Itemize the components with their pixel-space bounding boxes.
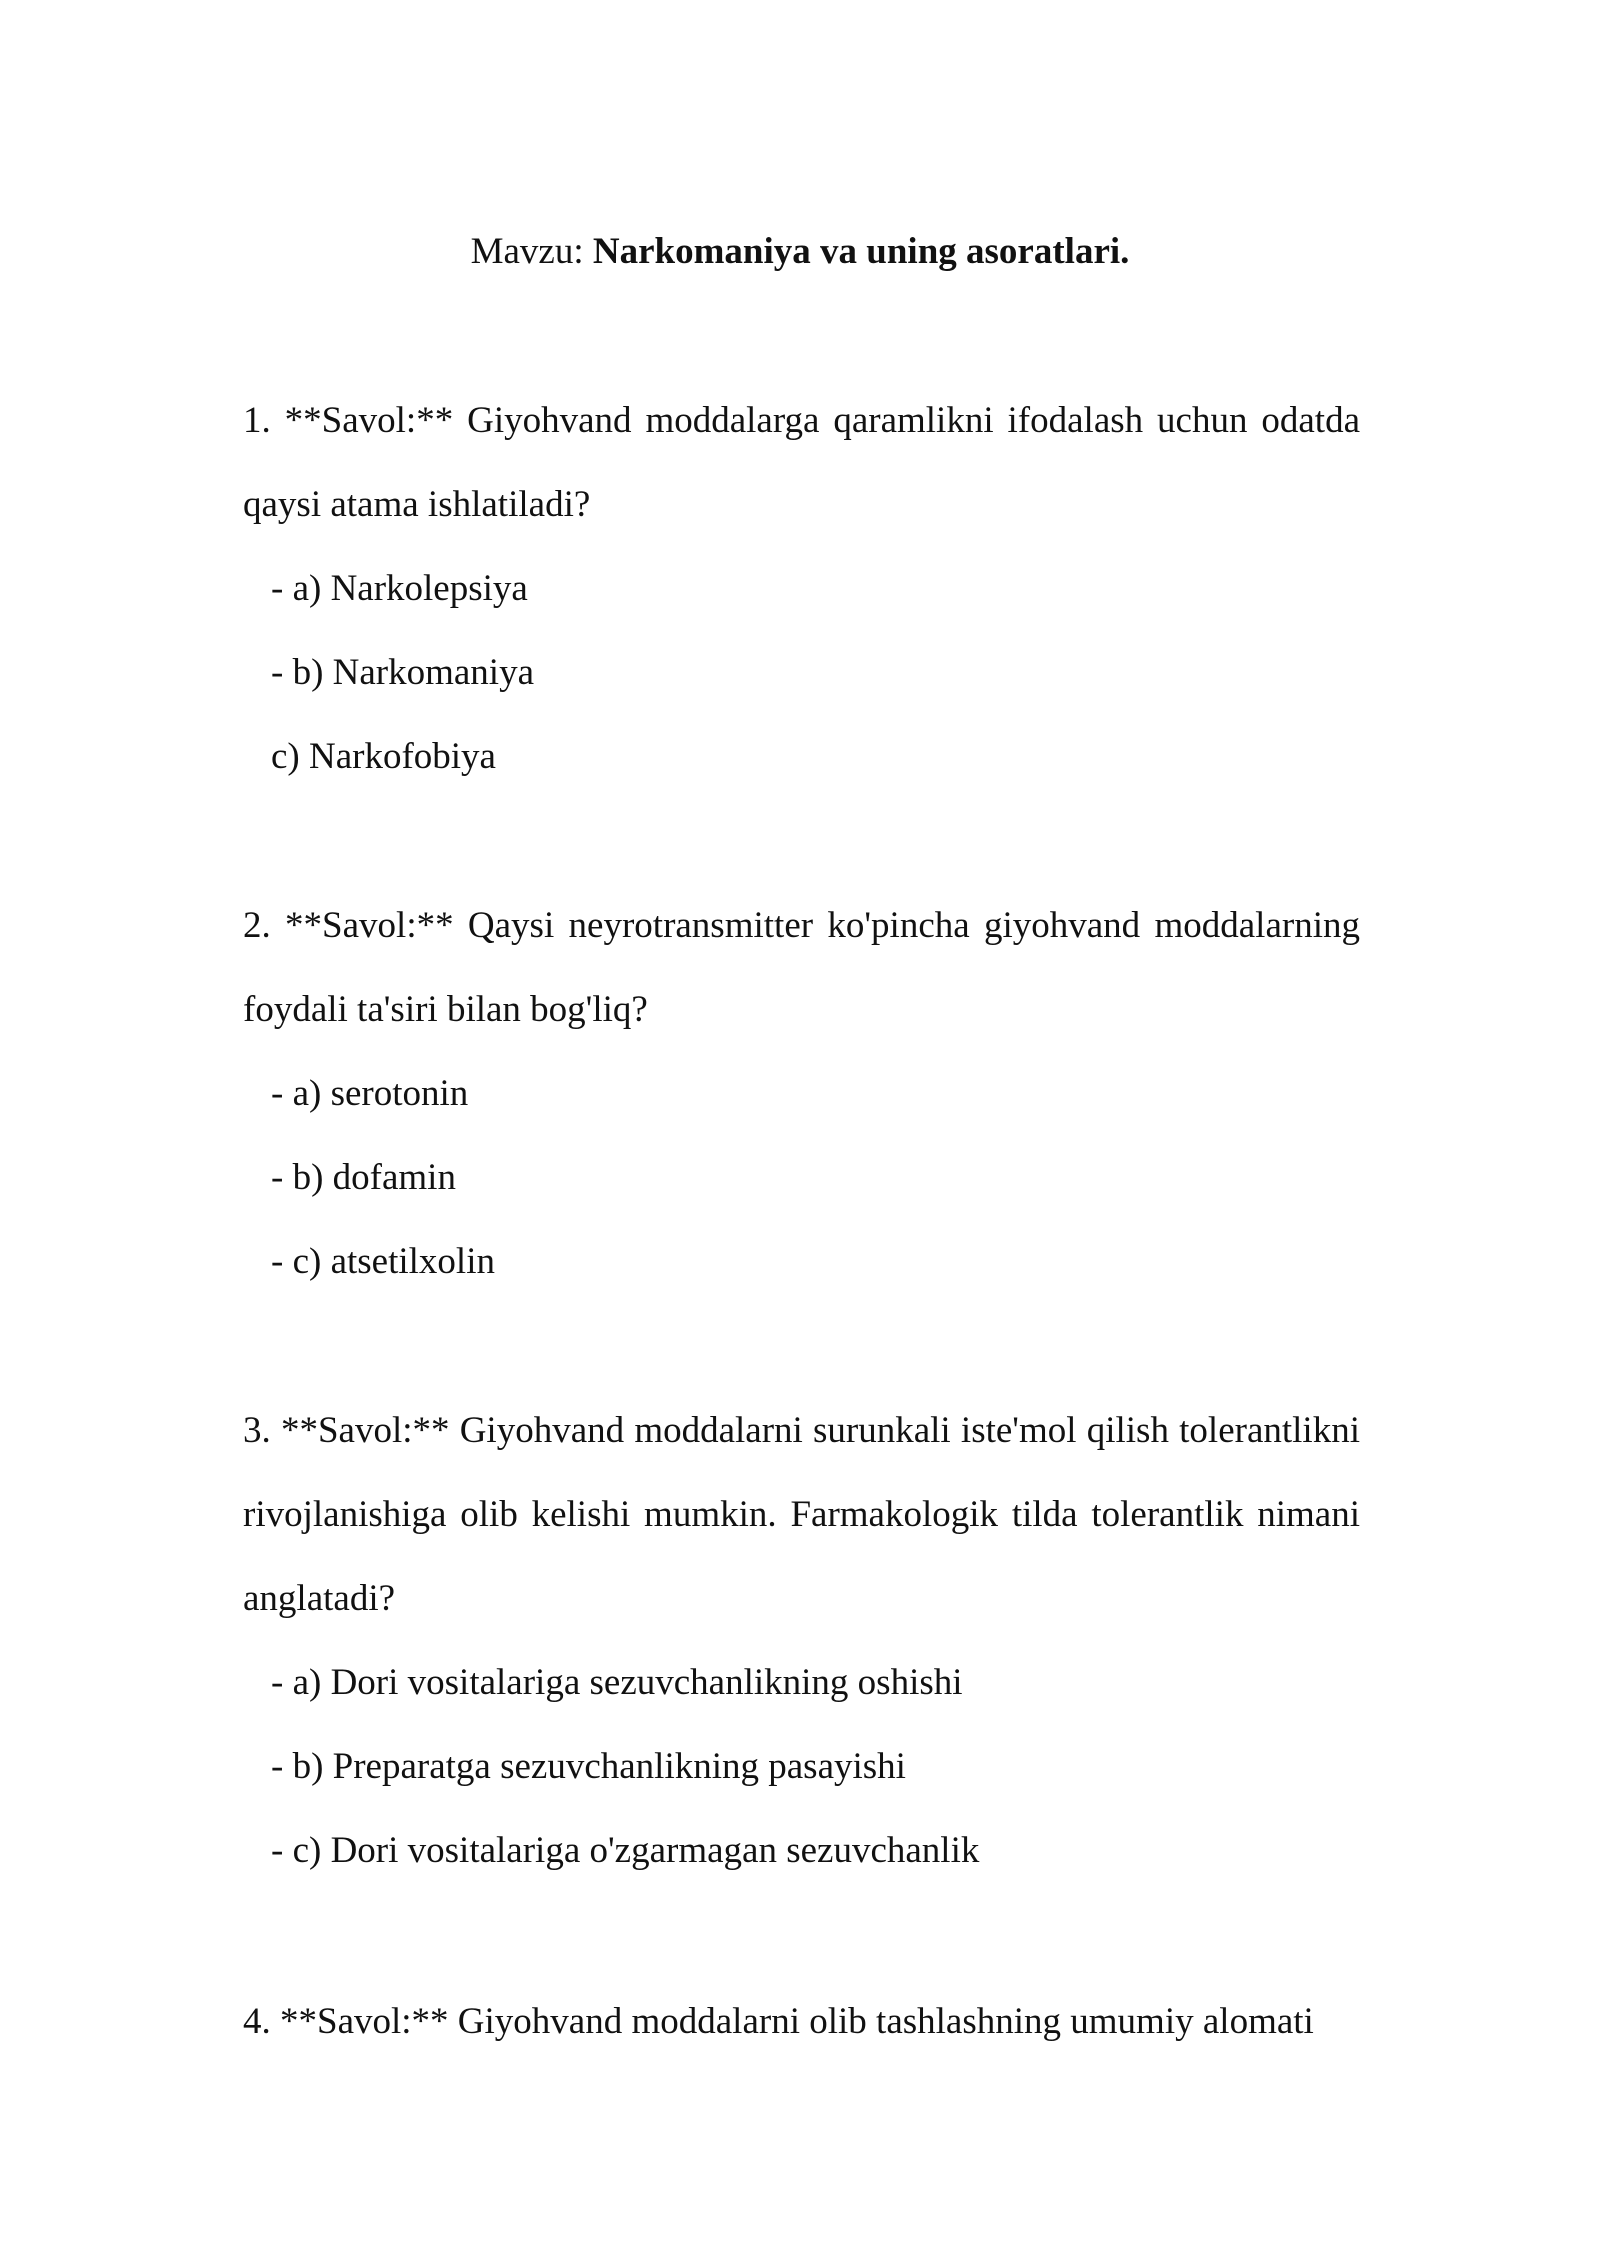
question-1 — [243, 379, 1360, 799]
option-b: - b) dofamin — [271, 1157, 456, 1198]
question-3 — [243, 1389, 1360, 1893]
option-c: c) Narkofobiya — [271, 736, 496, 777]
question-2 — [243, 884, 1360, 1304]
question-text: 1. **Savol:** Giyohvand moddalarga qaramlikni ifodalash uchun odatda qaysi atama ishlatiladi? — [243, 400, 1360, 525]
option-a: - a) serotonin — [271, 1073, 469, 1114]
page-title — [0, 226, 1600, 278]
option-b: - b) Preparatga sezuvchanlikning pasayishi — [271, 1746, 906, 1787]
option-b: - b) Narkomaniya — [271, 652, 535, 693]
question-text: 3. **Savol:** Giyohvand moddalarni surunkali iste'mol qilish tolerantlikni rivojlanishiga olib kelishi mumkin. Farmakologik tilda tolerantlik nimani anglatadi? — [243, 1410, 1360, 1619]
title-topic: Narkomaniya va uning asoratlari. — [592, 231, 1130, 272]
question-4 — [243, 1980, 1360, 2064]
option-c: - c) Dori vositalariga o'zgarmagan sezuvchanlik — [271, 1830, 980, 1871]
question-text: 4. **Savol:** Giyohvand moddalarni olib tashlashning umumiy alomati — [243, 2001, 1314, 2042]
option-a: - a) Narkolepsiya — [271, 568, 528, 609]
question-text: 2. **Savol:** Qaysi neyrotransmitter ko'pincha giyohvand moddalarning foydali ta'siri bilan bog'liq? — [243, 905, 1360, 1030]
option-c: - c) atsetilxolin — [271, 1241, 495, 1282]
title-prefix: Mavzu: — [470, 231, 593, 272]
option-a: - a) Dori vositalariga sezuvchanlikning oshishi — [271, 1662, 963, 1703]
